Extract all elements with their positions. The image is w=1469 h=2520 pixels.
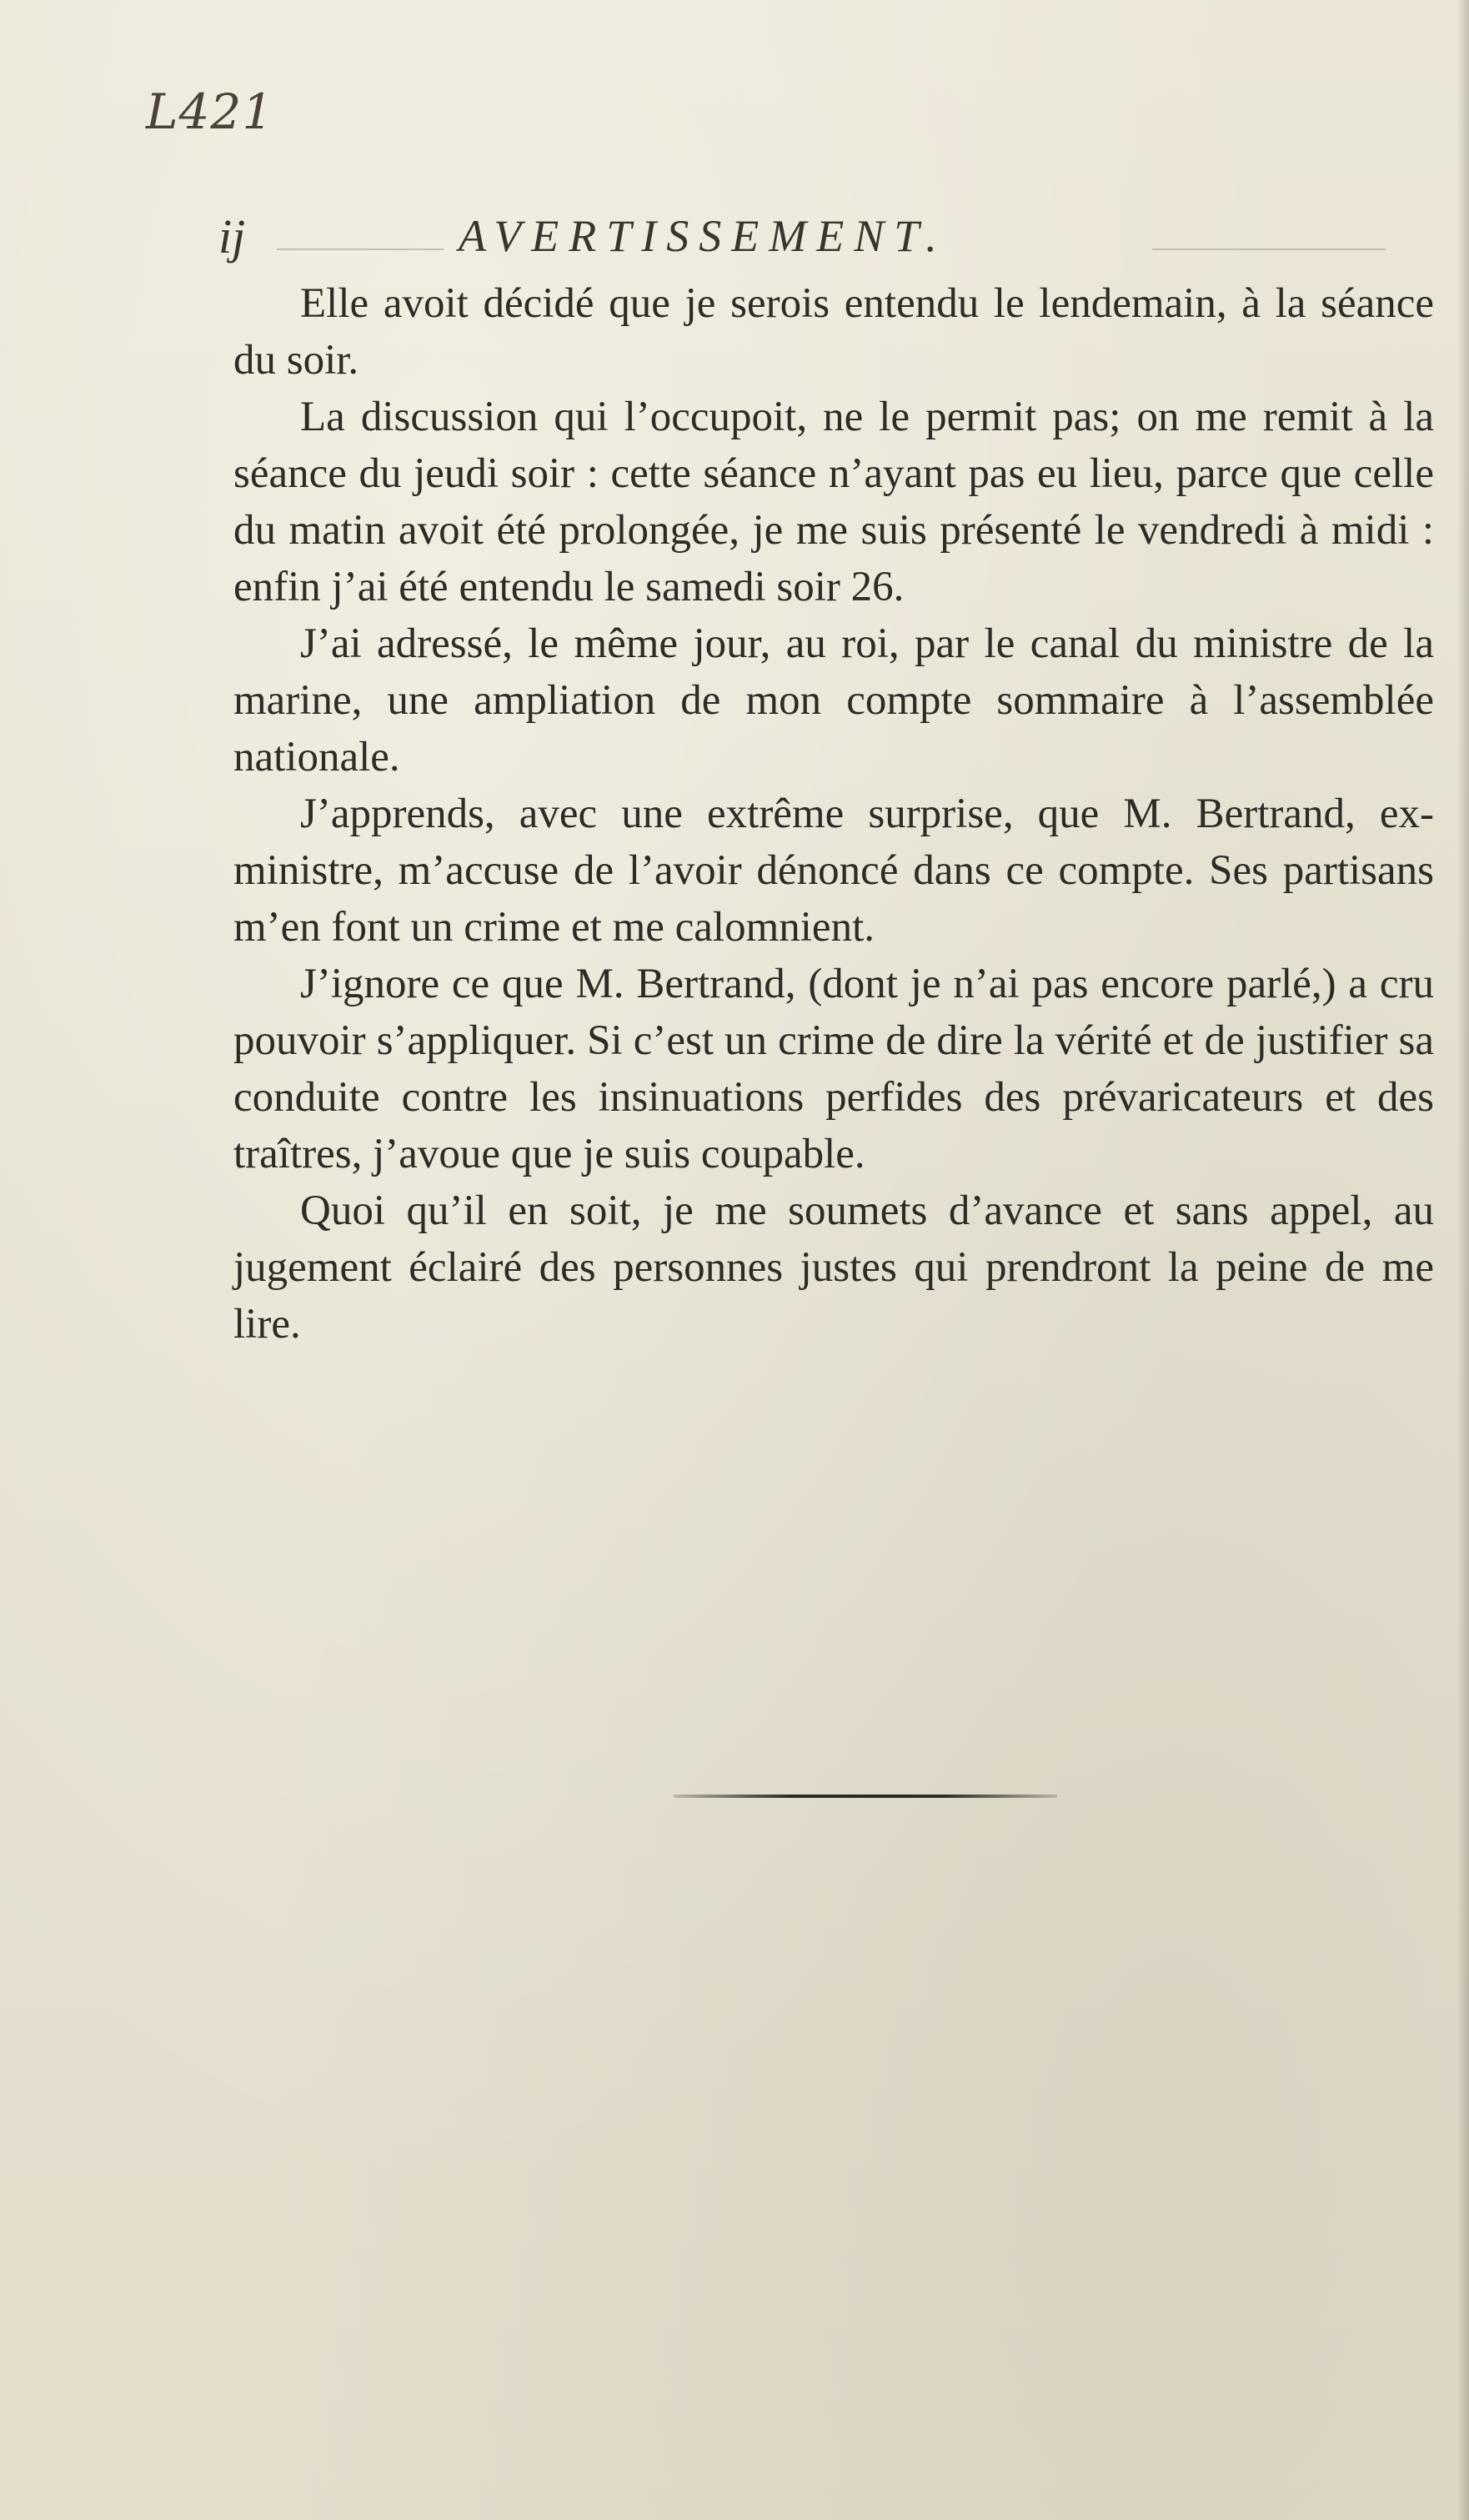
running-head: AVERTISSEMENT. <box>459 211 947 261</box>
page-header <box>218 208 1402 275</box>
handwritten-shelfmark: L421 <box>146 83 274 140</box>
paragraph: J’ai adressé, le même jour, au roi, par le canal du ministre de la marine, une ampliation de mon compte sommaire à l’assemblée nationale. <box>233 620 1434 781</box>
paragraph: Quoi qu’il en soit, je me soumets d’avance et sans appel, au jugement éclairé des personnes justes qui prendront la peine de me lire. <box>233 1187 1434 1348</box>
paragraph: La discussion qui l’occupoit, ne le permit pas; on me remit à la séance du jeudi soir : cette séance n’ayant pas eu lieu, parce que celle du matin avoit été prolongée, je me suis présenté le vendredi à midi : enfin j’ai été entendu le samedi soir 26. <box>233 394 1434 610</box>
paragraph: Elle avoit décidé que je serois entendu le lendemain, à la séance du soir. <box>233 280 1434 384</box>
paragraph: J’ignore ce que M. Bertrand, (dont je n’ai pas encore parlé,) a cru pouvoir s’appliquer. Si c’est un crime de dire la vérité et de justifier sa conduite contre les insinuations perfides des prévaricateurs et des traîtres, j’avoue que je suis coupable. <box>233 961 1434 1177</box>
page-edge-shadow <box>1457 0 1469 2520</box>
header-rule-right <box>1152 248 1386 250</box>
paragraph: J’apprends, avec une extrême surprise, que M. Bertrand, ex-ministre, m’accuse de l’avoir dénoncé dans ce compte. Ses partisans m’en font un crime et me calomnient. <box>233 791 1434 951</box>
body-text <box>233 275 1434 1353</box>
page-number: ij <box>218 209 246 264</box>
ornamental-divider <box>674 1795 1057 1798</box>
header-rule-left <box>277 248 444 250</box>
